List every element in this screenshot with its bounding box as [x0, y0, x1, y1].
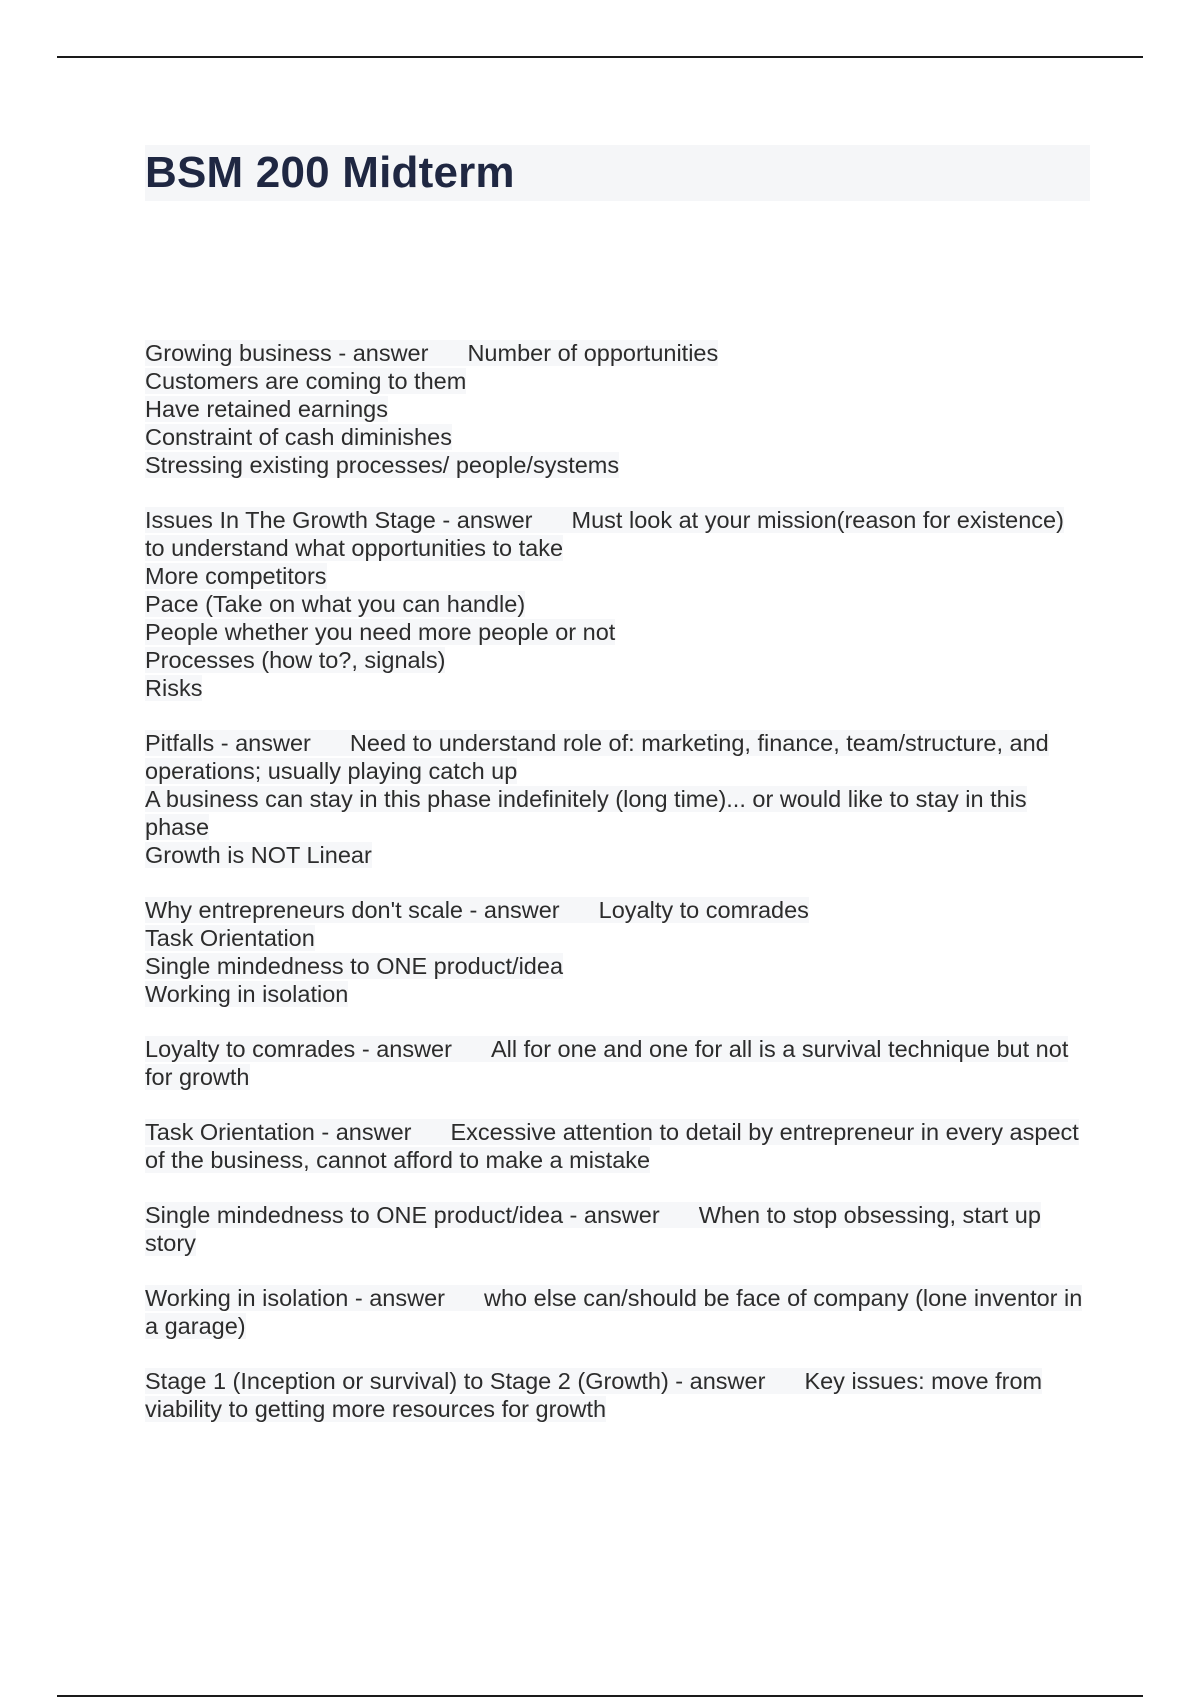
flashcard-term: Issues In The Growth Stage [145, 507, 436, 533]
answer-marker: answer [689, 1368, 766, 1394]
flashcard-entry [145, 729, 1090, 869]
flashcard-answer-line: Customers are coming to them [145, 368, 467, 394]
flashcard-answer-line: Number of opportunities [467, 340, 719, 366]
flashcard-answer-line: Risks [145, 675, 203, 701]
flashcard-question-line: Issues In The Growth Stage - answer Must look at your mission(reason for existence) to understand what opportunities to take [145, 507, 1064, 561]
flashcard-term: Stage 1 (Inception or survival) to Stage 2 (Growth) [145, 1368, 669, 1394]
flashcard-answer-line: Excessive attention to detail by entrepreneur in every aspect of the business, cannot afford to make a mistake [145, 1119, 1079, 1173]
flashcard-answer-line: Must look at your mission(reason for existence) to understand what opportunities to take [145, 507, 1064, 561]
flashcard-answer-line: Growth is NOT Linear [145, 842, 372, 868]
flashcard-answer-line: A business can stay in this phase indefinitely (long time)... or would like to stay in this phase [145, 786, 1027, 840]
flashcard-question-line: Why entrepreneurs don't scale - answer Loyalty to comrades [145, 897, 809, 923]
flashcard-entry [145, 1035, 1090, 1091]
flashcard-question-line: Task Orientation - answer Excessive attention to detail by entrepreneur in every aspect of the business, cannot afford to make a mistake [145, 1119, 1079, 1173]
flashcard-entry [145, 896, 1090, 1008]
flashcard-term: Loyalty to comrades [145, 1036, 356, 1062]
flashcard-answer-line: Need to understand role of: marketing, finance, team/structure, and operations; usually playing catch up [145, 730, 1049, 784]
answer-marker: answer [335, 1119, 412, 1145]
answer-marker: answer [456, 507, 533, 533]
flashcard-answer-line: Task Orientation [145, 925, 315, 951]
flashcard-question-line: Loyalty to comrades - answer All for one and one for all is a survival technique but not for growth [145, 1036, 1069, 1090]
flashcard-term: Single mindedness to ONE product/idea [145, 1202, 564, 1228]
flashcard-term: Growing business [145, 340, 332, 366]
bottom-rule [57, 1695, 1143, 1697]
page-title: BSM 200 Midterm [145, 148, 515, 197]
flashcard-question-line: Single mindedness to ONE product/idea - answer When to stop obsessing, start up story [145, 1202, 1041, 1256]
answer-marker: answer [483, 897, 560, 923]
flashcard-answer-line: Single mindedness to ONE product/idea [145, 953, 564, 979]
flashcard-answer-line: More competitors [145, 563, 327, 589]
flashcard-answer-line: who else can/should be face of company (lone inventor in a garage) [145, 1285, 1083, 1339]
flashcard-answer-line: Key issues: move from viability to getting more resources for growth [145, 1368, 1043, 1422]
flashcard-list [145, 339, 1090, 1450]
flashcard-answer-line: Stressing existing processes/ people/systems [145, 452, 620, 478]
flashcard-entry [145, 1284, 1090, 1340]
answer-marker: answer [583, 1202, 660, 1228]
flashcard-entry [145, 1201, 1090, 1257]
flashcard-answer-line: When to stop obsessing, start up story [145, 1202, 1041, 1256]
flashcard-question-line: Stage 1 (Inception or survival) to Stage 2 (Growth) - answer Key issues: move from viability to getting more resources for growth [145, 1368, 1043, 1422]
answer-marker: answer [369, 1285, 445, 1311]
flashcard-term: Pitfalls [145, 730, 215, 756]
flashcard-answer-line: Pace (Take on what you can handle) [145, 591, 526, 617]
top-rule [57, 56, 1143, 58]
flashcard-answer-line: Constraint of cash diminishes [145, 424, 452, 450]
flashcard-answer-line: Processes (how to?, signals) [145, 647, 446, 673]
flashcard-answer-line: People whether you need more people or not [145, 619, 616, 645]
flashcard-question-line: Pitfalls - answer Need to understand role of: marketing, finance, team/structure, and operations; usually playing catch up [145, 730, 1049, 784]
flashcard-answer-line: Have retained earnings [145, 396, 388, 422]
flashcard-question-line: Working in isolation - answer who else can/should be face of company (lone inventor in a garage) [145, 1285, 1083, 1339]
flashcard-entry [145, 506, 1090, 702]
flashcard-term: Task Orientation [145, 1119, 315, 1145]
flashcard-entry [145, 1367, 1090, 1423]
flashcard-answer-line: Working in isolation [145, 981, 349, 1007]
flashcard-term: Working in isolation [145, 1285, 349, 1311]
flashcard-entry [145, 1118, 1090, 1174]
flashcard-answer-line: Loyalty to comrades [598, 897, 809, 923]
answer-marker: answer [352, 340, 429, 366]
flashcard-term: Why entrepreneurs don't scale [145, 897, 463, 923]
answer-marker: answer [235, 730, 311, 756]
answer-marker: answer [376, 1036, 452, 1062]
flashcard-entry [145, 339, 1090, 479]
flashcard-question-line: Growing business - answer Number of opportunities [145, 340, 719, 366]
flashcard-answer-line: All for one and one for all is a survival technique but not for growth [145, 1036, 1069, 1090]
